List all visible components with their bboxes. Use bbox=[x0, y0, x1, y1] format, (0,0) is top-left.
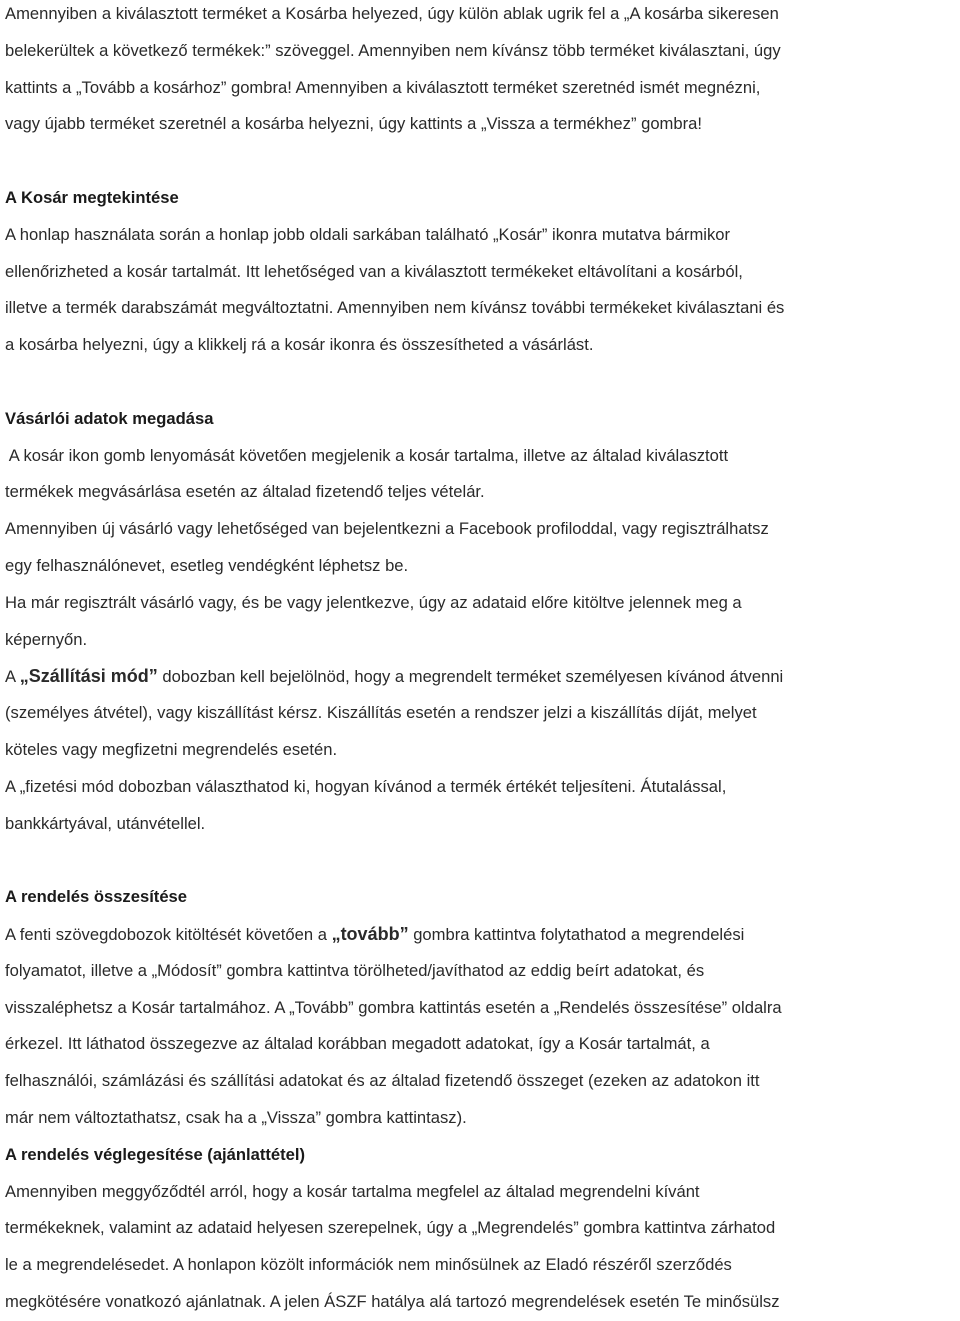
text-line: köteles vagy megfizetni megrendelés esetén. bbox=[5, 739, 338, 759]
text-line: képernyőn. bbox=[5, 629, 88, 649]
text-line: A „fizetési mód dobozban választhatod ki, hogyan kívánod a termék értékét teljesíteni. Átutalással, bbox=[5, 776, 727, 796]
text-line bbox=[5, 658, 960, 695]
text-line: megkötésére vonatkozó ajánlatnak. A jelen ÁSZF hatálya alá tartozó megrendelések esetén Te minősülsz bbox=[5, 1291, 780, 1311]
text-line: bankkártyával, utánvétellel. bbox=[5, 813, 206, 833]
text-line: belekerültek a következő termékek:” szöveggel. Amennyiben nem kívánsz több terméket kiválasztani, úgy bbox=[5, 40, 781, 60]
text-line: illetve a termék darabszámát megváltoztatni. Amennyiben nem kívánsz további termékeket kiválasztani és bbox=[5, 298, 785, 318]
text-line: egy felhasználónevet, esetleg vendégként léphetsz be. bbox=[5, 555, 409, 575]
order-finalize-section bbox=[5, 1137, 960, 1321]
text-line: Amennyiben a kiválasztott terméket a Kosárba helyezed, úgy külön ablak ugrik fel a „A kosárba sikeresen bbox=[5, 4, 779, 23]
section-heading-summary: A rendelés összesítése bbox=[5, 887, 188, 907]
text-line: le a megrendelésedet. A honlapon közölt információk nem minősülnek az Eladó részéről szerződés bbox=[5, 1255, 732, 1275]
text-line: a kosárba helyezni, úgy a klikkelj rá a kosár ikonra és összesítheted a vásárlást. bbox=[5, 335, 594, 355]
order-summary-section bbox=[5, 879, 960, 1137]
text-fragment: gombra kattintva folytathatod a megrendelési bbox=[408, 924, 745, 944]
text-line: A honlap használata során a honlap jobb oldali sarkában található „Kosár” ikonra mutatva bármikor bbox=[5, 224, 731, 244]
shipping-mode-term: „Szállítási mód” bbox=[19, 666, 158, 687]
text-line: A kosár ikon gomb lenyomását követően megjelenik a kosár tartalma, illetve az általad kiválasztott bbox=[5, 445, 729, 465]
text-line: Amennyiben új vásárló vagy lehetőséged van bejelentkezni a Facebook profiloddal, vagy regisztrálhatsz bbox=[5, 519, 769, 539]
text-line: már nem változtathatsz, csak ha a „Vissza” gombra kattintasz). bbox=[5, 1107, 467, 1127]
text-line: ellenőrizheted a kosár tartalmát. Itt lehetőséged van a kiválasztott termékeket eltávolítani a kosárból, bbox=[5, 261, 743, 281]
cart-section bbox=[5, 180, 960, 364]
text-line: termékeknek, valamint az adataid helyesen szerepelnek, úgy a „Megrendelés” gombra kattintva zárhatod bbox=[5, 1218, 776, 1238]
text-line: (személyes átvétel), vagy kiszállítást kérsz. Kiszállítás esetén a rendszer jelzi a kiszállítás díját, melyet bbox=[5, 703, 757, 723]
next-button-term: „tovább” bbox=[331, 923, 409, 944]
text-fragment: A fenti szövegdobozok kitöltését követően a bbox=[5, 924, 332, 944]
section-heading-buyer: Vásárlói adatok megadása bbox=[5, 408, 214, 428]
document-page bbox=[5, 0, 960, 1321]
text-line: folyamatot, illetve a „Módosít” gombra kattintva törölheted/javíthatod az eddig beírt adatokat, és bbox=[5, 960, 705, 980]
text-line: Ha már regisztrált vásárló vagy, és be vagy jelentkezve, úgy az adataid előre kitöltve jelennek meg a bbox=[5, 592, 742, 612]
text-line: Amennyiben meggyőződtél arról, hogy a kosár tartalma megfelel az általad megrendelni kívánt bbox=[5, 1181, 700, 1201]
text-line: érkezel. Itt láthatod összegezve az általad korábban megadott adatokat, így a Kosár tartalmát, a bbox=[5, 1034, 710, 1054]
intro-paragraph bbox=[5, 0, 960, 143]
text-line: felhasználói, számlázási és szállítási adatokat és az általad fizetendő összeget (ezeken az adatokon itt bbox=[5, 1071, 760, 1091]
text-line: kattints a „Tovább a kosárhoz” gombra! Amennyiben a kiválasztott terméket szeretnéd ismét megnézni, bbox=[5, 77, 761, 97]
text-line: termékek megvásárlása esetén az általad fizetendő teljes vételár. bbox=[5, 482, 485, 502]
buyer-data-section bbox=[5, 401, 960, 843]
text-line: vagy újabb terméket szeretnél a kosárba helyezni, úgy kattints a „Vissza a termékhez” gombra! bbox=[5, 114, 702, 134]
text-fragment: dobozban kell bejelölnöd, hogy a megrendelt terméket személyesen kívánod átvenni bbox=[157, 667, 784, 687]
text-line bbox=[5, 916, 960, 953]
section-heading-finalize: A rendelés véglegesítése (ajánlattétel) bbox=[5, 1144, 306, 1164]
section-heading-cart: A Kosár megtekintése bbox=[5, 187, 179, 207]
text-line: visszaléphetsz a Kosár tartalmához. A „Tovább” gombra kattintás esetén a „Rendelés összesítése” oldalra bbox=[5, 997, 782, 1017]
text-fragment: A bbox=[5, 667, 20, 687]
